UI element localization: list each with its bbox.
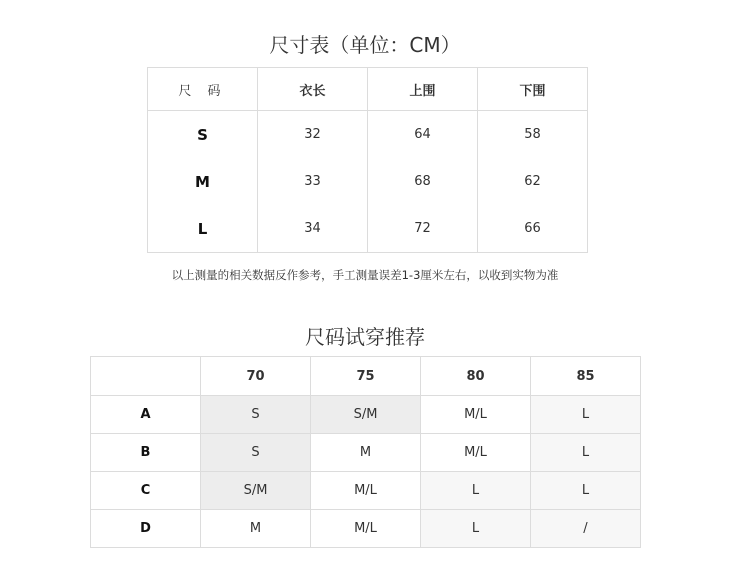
table-header-row <box>91 357 641 396</box>
table-row <box>148 111 588 159</box>
fit-cell: L <box>531 396 641 434</box>
header-70: 70 <box>201 357 311 396</box>
size-chart-table <box>147 67 588 253</box>
fit-cell: M/L <box>311 510 421 548</box>
header-size: 尺 码 <box>148 68 258 111</box>
fit-guide-title: 尺码试穿推荐 <box>305 325 425 349</box>
size-label: S <box>148 111 258 159</box>
row-label: A <box>91 396 201 434</box>
upper-cell: 64 <box>368 111 478 159</box>
table-row <box>148 158 588 205</box>
table-row <box>91 472 641 510</box>
row-label: C <box>91 472 201 510</box>
header-length: 衣长 <box>258 68 368 111</box>
fit-cell: L <box>421 472 531 510</box>
fit-guide-table <box>90 356 641 548</box>
upper-cell: 68 <box>368 158 478 205</box>
fit-cell: M/L <box>311 472 421 510</box>
fit-cell: / <box>531 510 641 548</box>
table-row <box>91 434 641 472</box>
fit-cell: M <box>311 434 421 472</box>
fit-cell: M/L <box>421 396 531 434</box>
lower-cell: 66 <box>478 205 588 253</box>
size-chart-title: 尺寸表（单位：CM） <box>269 33 461 57</box>
header-lower: 下围 <box>478 68 588 111</box>
lower-cell: 62 <box>478 158 588 205</box>
fit-cell: S/M <box>311 396 421 434</box>
length-cell: 32 <box>258 111 368 159</box>
header-80: 80 <box>421 357 531 396</box>
table-row <box>91 510 641 548</box>
table-row <box>148 205 588 253</box>
upper-cell: 72 <box>368 205 478 253</box>
lower-cell: 58 <box>478 111 588 159</box>
fit-cell: L <box>531 472 641 510</box>
fit-cell: L <box>531 434 641 472</box>
length-cell: 33 <box>258 158 368 205</box>
size-label: M <box>148 158 258 205</box>
header-85: 85 <box>531 357 641 396</box>
fit-cell: S <box>201 434 311 472</box>
row-label: B <box>91 434 201 472</box>
length-cell: 34 <box>258 205 368 253</box>
fit-cell: M/L <box>421 434 531 472</box>
row-label: D <box>91 510 201 548</box>
fit-cell: S <box>201 396 311 434</box>
header-75: 75 <box>311 357 421 396</box>
measurement-note: 以上测量的相关数据反作参考，手工测量误差1-3厘米左右，以收到实物为准 <box>171 268 559 282</box>
header-upper: 上围 <box>368 68 478 111</box>
fit-cell: L <box>421 510 531 548</box>
header-corner <box>91 357 201 396</box>
table-row <box>91 396 641 434</box>
fit-cell: M <box>201 510 311 548</box>
table-header-row <box>148 68 588 111</box>
size-label: L <box>148 205 258 253</box>
fit-cell: S/M <box>201 472 311 510</box>
